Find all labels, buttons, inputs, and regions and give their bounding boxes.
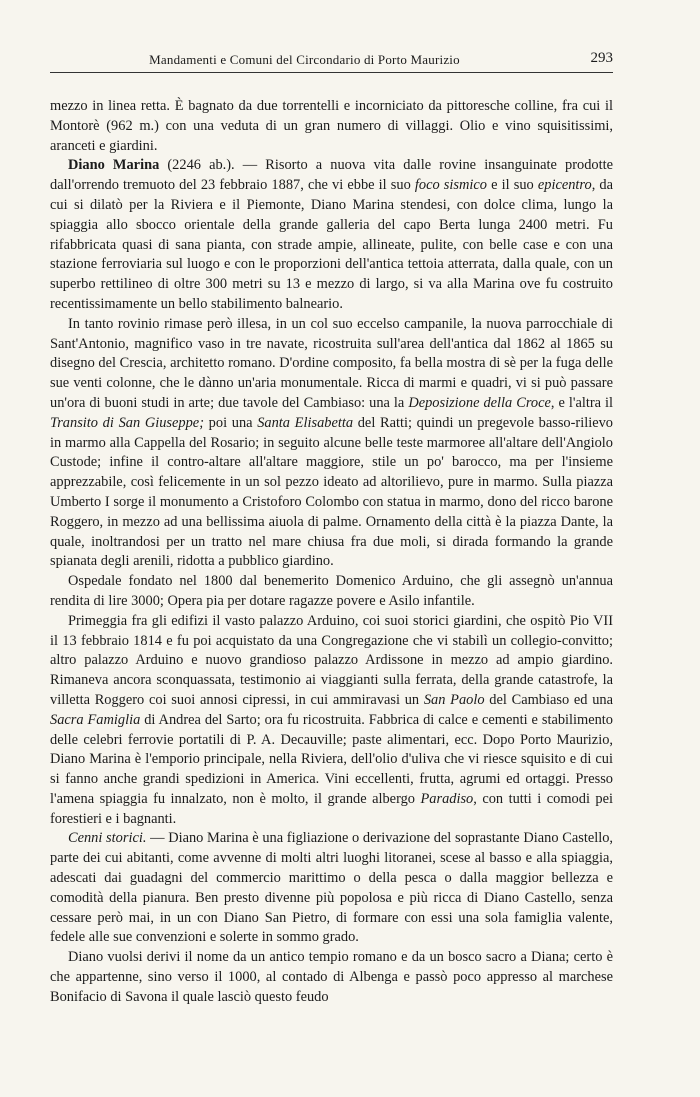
text-run: , e l'altra il [550, 394, 614, 411]
text-run: In tanto rovinio rimase però illesa, in un col suo eccelso campanile, la nuova parrocchiale di Sant'Antonio, magnifico vaso in tre navate, ricostruita sull'area dell'antica dal 1862 al 1865 su disegno del Crescia, architetto romano. D'ordine composito, fa bella mostra di sè per la fuga delle sue venti colonne, che le dànno un'aria monumentale. Ricca di marmi e quadri, vi si può passare un'ora di buoni studi in arte; due tavole del Cambiaso: una la [50, 315, 613, 411]
italic-text: Sacra Famiglia [50, 711, 141, 728]
text-run: (2246 ab.). — Risorto a nuova vita dalle rovine insanguinate prodotte dall'orrendo tremuoto del 23 febbraio 1887, che vi ebbe il suo [50, 157, 613, 194]
text-run: , da cui si dilatò per la Riviera e il Piemonte, Diano Marina stendesi, con dolce clima, lungo la spiaggia allo sbocco orientale della grande galleria del capo Berta lunga 2400 metri. Fu rifabbricata quasi di sana pianta, con strade ampie, allineate, pulite, con belle case e con una stazione ferroviaria sul luogo e con le proporzioni dell'antica tettoia atterrata, dalla quale, con un superbo rettilineo di oltre 300 metri su 13 e mezzo di largo, si va alla Marina ove fu costruito recentissimamente un bello stabilimento balneario. [50, 177, 613, 312]
text-run: Ospedale fondato nel 1800 dal benemerito Domenico Arduino, che gli assegnò un'annua rendita di lire 3000; Opera pia per dotare ragazze povere e Asilo infantile. [50, 573, 613, 609]
italic-text: Transito di San Giuseppe; [50, 414, 204, 431]
paragraph [50, 315, 613, 572]
paragraph [50, 829, 613, 948]
running-title: Mandamenti e Comuni del Circondario di Porto Maurizio [149, 52, 460, 67]
italic-text: San Paolo [423, 691, 485, 708]
text-run: del Ratti; quindi un pregevole basso-rilievo in marmo alla Cappella del Rosario; in seguito alcune belle teste marmoree all'altare dell'Angiolo Custode; infine il contro-altare all'altare maggiore, stile un po' barocco, ma per l'insieme apprezzabile, così felicemente in un sol pezzo ideato ad altorilievo, pure in marmo. Sulla piazza Umberto I sorge il monumento a Cristoforo Colombo con statua in marmo, dono del ricco barone Roggero, in mezzo ad una bellissima aiuola di palme. Ornamento della città è la piazza Dante, la quale, inoltrandosi per un tratto nel mare chiusa fra due moli, si dirada formando la grande spianata degli arenili, ridotta a pubblico giardino. [50, 414, 613, 570]
text-run: — Diano Marina è una figliazione o derivazione del soprastante Diano Castello, parte dei cui abitanti, come avvenne di molti altri luoghi litoranei, scese al basso e alla spiaggia, adescati dai guadagni del commercio marittimo o della pesca o dalla maggior bellezza e comodità della pianura. Ben presto divenne più popolosa e più ricca di Diano Castello, senza cessare però mai, in un con Diano San Pietro, di formare con essi una sola famiglia valente, fedele alle sue convenzioni e solerte in sommo grado. [50, 830, 613, 946]
text-run: di Andrea del Sarto; ora fu ricostruita. Fabbrica di calce e cementi e stabilimento delle celebri ferrovie portatili di P. A. Decauville; paste alimentari, ecc. Dopo Porto Maurizio, Diano Marina è l'emporio principale, nella Riviera, dell'olio d'uliva che vi riesce squisito e di cui si fanno anche grandi spedizioni in America. Vini eccellenti, frutta, agrumi ed ortaggi. Presso l'amena spiaggia fu innalzato, non è molto, il grande albergo [50, 711, 613, 807]
text-run: , con tutti i comodi pei forestieri e i bagnanti. [50, 790, 614, 827]
body-text [50, 97, 613, 1008]
italic-text: foco sismico [414, 177, 487, 194]
text-run: Diano vuolsi derivi il nome da un antico tempio romano e da un bosco sacro a Diana; certo è che appartenne, sino verso il 1000, al contado di Albenga e passò poco appresso al marchese Bonifacio di Savona il quale lasciò questo feudo [50, 949, 613, 1005]
page-number: 293 [590, 50, 613, 66]
italic-text: epicentro [537, 177, 592, 194]
paragraph [50, 572, 613, 612]
text-run: e il suo [486, 177, 538, 194]
text-run: del Cambiaso ed una [484, 691, 613, 708]
paragraph [50, 156, 613, 314]
italic-text: Cenni storici. [68, 830, 147, 847]
entry-heading: Diano Marina [68, 157, 160, 174]
paragraph [50, 612, 613, 830]
paragraph [50, 948, 613, 1007]
running-header [50, 50, 613, 73]
text-run: Primeggia fra gli edifizi il vasto palazzo Arduino, coi suoi storici giardini, che ospitò Pio VII il 13 febbraio 1814 e fu poi acquistato da una Congregazione che vi stabilì un collegio-convitto; altro palazzo Arduino e nuovo grandioso palazzo Ardissone in mezzo ad ampio giardino. Rimaneva ancora sconquassata, testimonio ai viaggianti sulla ferrata, della grande catastrofe, la villetta Roggero coi suoi annosi cipressi, in cui ammiravasi un [50, 612, 613, 708]
text-run: poi una [203, 414, 258, 431]
paragraph [50, 97, 613, 156]
italic-text: Paradiso [420, 790, 474, 807]
italic-text: Santa Elisabetta [257, 414, 354, 431]
text-run: mezzo in linea retta. È bagnato da due torrentelli e incorniciato da pittoresche colline, fra cui il Montorè (962 m.) con una veduta di un gran numero di villaggi. Olio e vino squisitissimi, aranceti e giardini. [50, 98, 613, 154]
italic-text: Deposizione della Croce [408, 394, 551, 411]
